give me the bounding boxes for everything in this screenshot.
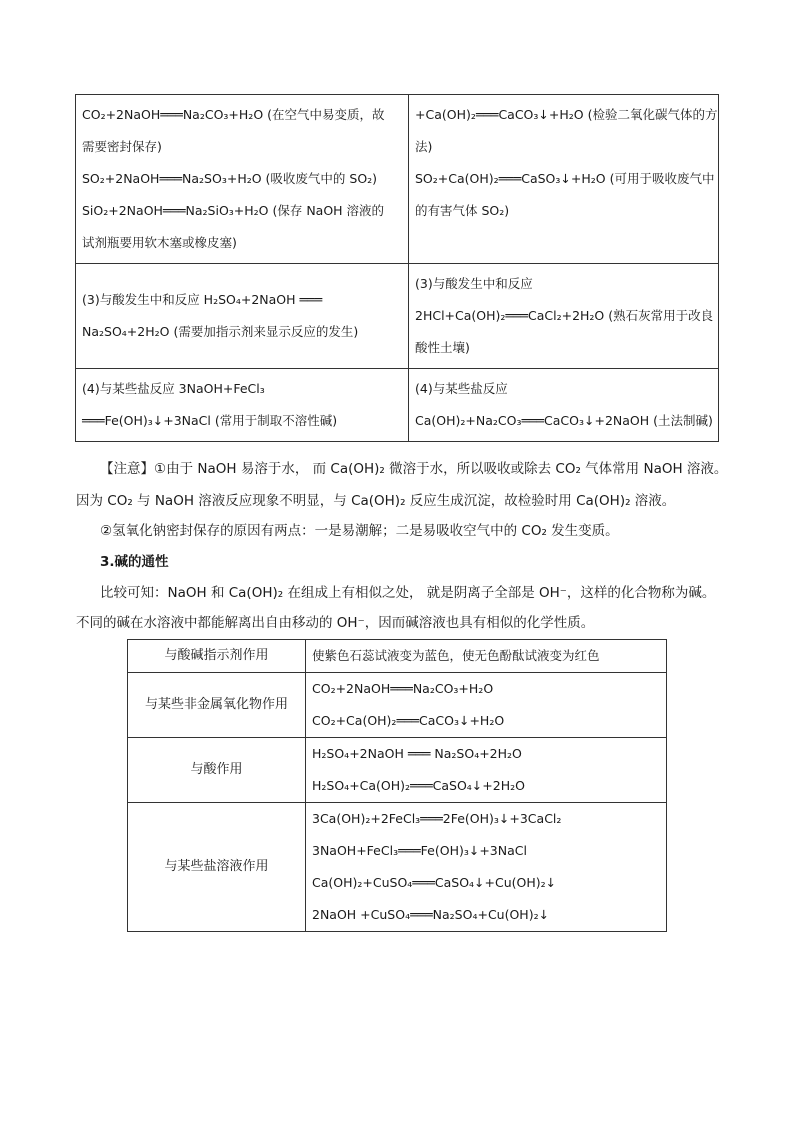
cell-line: 2NaOH +CuSO₄═══Na₂SO₄+Cu(OH)₂↓ (312, 907, 550, 922)
property-value (306, 640, 667, 673)
cell-line: 酸性土壤) (415, 340, 470, 355)
cell-line: (3)与酸发生中和反应 (415, 276, 533, 291)
base-reactions-table (75, 94, 719, 442)
cell-line: ═══Fe(OH)₃↓+3NaCl (常用于制取不溶性碱) (82, 413, 338, 428)
cell-line: 3Ca(OH)₂+2FeCl₃═══2Fe(OH)₃↓+3CaCl₂ (312, 811, 562, 826)
naoh-cell (76, 264, 409, 369)
table-row (128, 738, 667, 803)
note-paragraph-2: 因为 CO₂ 与 NaOH 溶液反应现象不明显，与 Ca(OH)₂ 反应生成沉淀，故检验时用 Ca(OH)₂ 溶液。 (76, 493, 676, 509)
table-row (76, 264, 719, 369)
table-row (128, 673, 667, 738)
cell-line: 需要密封保存) (82, 139, 162, 154)
cell-line: 3NaOH+FeCl₃═══Fe(OH)₃↓+3NaCl (312, 843, 527, 858)
table-row (76, 95, 719, 264)
cell-line: H₂SO₄+2NaOH ═══ Na₂SO₄+2H₂O (312, 746, 522, 761)
table-row (76, 369, 719, 442)
table-row (128, 803, 667, 932)
property-label: 与酸作用 (128, 738, 306, 803)
caoh2-cell (409, 369, 719, 442)
cell-line: +Ca(OH)₂═══CaCO₃↓+H₂O (检验二氧化碳气体的方 (415, 107, 718, 122)
cell-line: SiO₂+2NaOH═══Na₂SiO₃+H₂O (保存 NaOH 溶液的 (82, 203, 385, 218)
cell-line: CO₂+Ca(OH)₂═══CaCO₃↓+H₂O (312, 713, 505, 728)
cell-line: 的有害气体 SO₂) (415, 203, 510, 218)
cell-line: 法) (415, 139, 433, 154)
table-row (128, 640, 667, 673)
cell-line: Ca(OH)₂+CuSO₄═══CaSO₄↓+Cu(OH)₂↓ (312, 875, 557, 890)
cell-line: Na₂SO₄+2H₂O (需要加指示剂来显示反应的发生) (82, 324, 359, 339)
cell-line: 2HCl+Ca(OH)₂═══CaCl₂+2H₂O (熟石灰常用于改良 (415, 308, 714, 323)
property-label: 与酸碱指示剂作用 (128, 640, 306, 673)
caoh2-cell (409, 264, 719, 369)
cell-line: (4)与某些盐反应 3NaOH+FeCl₃ (82, 381, 265, 396)
comparison-paragraph-1: 比较可知：NaOH 和 Ca(OH)₂ 在组成上有相似之处， 就是阴离子全部是 OH⁻，这样的化合物称为碱。 (100, 585, 716, 601)
cell-line: CO₂+2NaOH═══Na₂CO₃+H₂O (312, 681, 494, 696)
property-label: 与某些盐溶液作用 (128, 803, 306, 932)
cell-line: SO₂+2NaOH═══Na₂SO₃+H₂O (吸收废气中的 SO₂) (82, 171, 378, 186)
property-value (306, 673, 667, 738)
caoh2-cell (409, 95, 719, 264)
cell-line: 使紫色石蕊试液变为蓝色，使无色酚酞试液变为红色 (312, 648, 600, 663)
cell-line: SO₂+Ca(OH)₂═══CaSO₃↓+H₂O (可用于吸收废气中 (415, 171, 715, 186)
cell-line: 试剂瓶要用软木塞或橡皮塞) (82, 235, 237, 250)
cell-line: CO₂+2NaOH═══Na₂CO₃+H₂O (在空气中易变质，故 (82, 107, 385, 122)
cell-line: (3)与酸发生中和反应 H₂SO₄+2NaOH ═══ (82, 292, 323, 307)
cell-line: H₂SO₄+Ca(OH)₂═══CaSO₄↓+2H₂O (312, 778, 525, 793)
note-paragraph-3: ②氢氧化钠密封保存的原因有两点：一是易潮解；二是易吸收空气中的 CO₂ 发生变质。 (100, 523, 619, 539)
cell-line: (4)与某些盐反应 (415, 381, 508, 396)
section-heading: 3.碱的通性 (100, 554, 169, 570)
property-label: 与某些非金属氧化物作用 (128, 673, 306, 738)
base-properties-table (127, 639, 667, 932)
property-value (306, 803, 667, 932)
cell-line: Ca(OH)₂+Na₂CO₃═══CaCO₃↓+2NaOH (土法制碱) (415, 413, 713, 428)
property-value (306, 738, 667, 803)
note-paragraph-1: 【注意】①由于 NaOH 易溶于水， 而 Ca(OH)₂ 微溶于水，所以吸收或除去 CO₂ 气体常用 NaOH 溶液。 (100, 461, 728, 477)
naoh-cell (76, 95, 409, 264)
comparison-paragraph-2: 不同的碱在水溶液中都能解离出自由移动的 OH⁻，因而碱溶液也具有相似的化学性质。 (76, 615, 595, 631)
naoh-cell (76, 369, 409, 442)
